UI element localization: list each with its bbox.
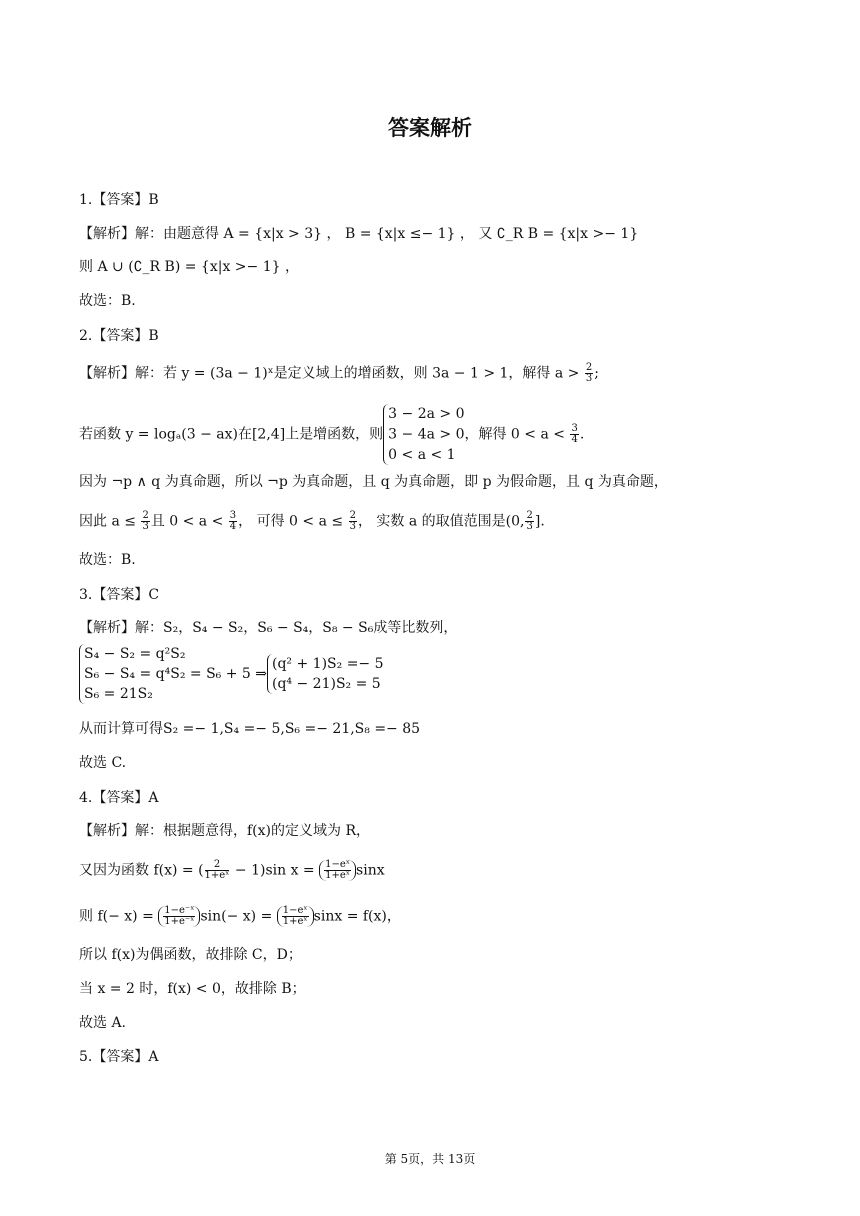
analysis-2-line-1-text: 【解析】解：若 y = (3a − 1)ˣ是定义域上的增函数，则 3a − 1 > 1，解得 a > — [79, 365, 580, 382]
answer-1: 1.【答案】B — [79, 192, 159, 208]
analysis-1-line-1: 【解析】解：由题意得 A = {x|x > 3} ， B = {x|x ≤− 1} ， 又 ∁_R B = {x|x >− 1} — [79, 226, 639, 242]
frac-den: 3 — [349, 521, 356, 532]
analysis-3-line-2: 从而计算可得S₂ =− 1,S₄ =− 5,S₆ =− 21,S₈ =− 85 — [79, 721, 421, 737]
analysis-2-line-1-end: ; — [594, 365, 599, 382]
system-row-3: 0 < a < 1 — [388, 447, 456, 463]
analysis-4-line-2 — [79, 860, 385, 881]
system-row-2: 3 − 4a > 0，解得 0 < a < $\frac{3}{4}$ . — [388, 423, 585, 445]
answer-2: 2.【答案】B — [79, 328, 159, 344]
frac-num: 1−e⁻ˣ — [164, 905, 195, 916]
page-title: 答案解析 — [388, 116, 472, 140]
frac-den: 4 — [229, 521, 237, 532]
analysis-4-line-1: 【解析】解：根据题意得，f(x)的定义域为 R， — [79, 823, 370, 839]
system-row-1: (q² + 1)S₂ =− 5 — [272, 656, 384, 672]
equation-system-right — [267, 654, 384, 694]
analysis-1-line-3: 故选：B. — [79, 293, 136, 309]
page-footer: 第 5页，共 13页 — [384, 1152, 476, 1166]
analysis-2-line-1 — [79, 363, 599, 384]
inequality-system — [383, 404, 584, 465]
analysis-2-line-4-a: 因此 a ≤ — [79, 513, 136, 530]
frac-num: 2 — [585, 362, 593, 373]
fraction-1-minus-ex — [324, 860, 351, 881]
frac-den: 4 — [571, 434, 578, 445]
analysis-2-line-3: 因为 ¬p ∧ q 为真命题，所以 ¬p 为真命题，且 q 为真命题，即 p 为假命题，且 q 为真命题， — [79, 474, 668, 490]
answer-4: 4.【答案】A — [79, 790, 159, 806]
analysis-3-line-3: 故选 C. — [79, 755, 127, 771]
system-row-2-text: 3 − 4a > 0，解得 0 < a < — [388, 426, 566, 443]
analysis-2-line-2 — [79, 404, 584, 465]
parenthesized-fraction — [319, 860, 356, 881]
analysis-4-line-5: 当 x = 2 时，f(x) < 0，故排除 B； — [79, 981, 306, 997]
frac-num: 3 — [571, 423, 578, 434]
frac-den: 1+e⁻ˣ — [164, 916, 195, 927]
system-row-3: S₆ = 21S₂ — [84, 686, 153, 702]
analysis-4-line-2-b: − 1)sin x = — [234, 862, 315, 879]
frac-den: 1+eˣ — [204, 870, 230, 881]
analysis-2-line-5: 故选：B. — [79, 552, 136, 568]
analysis-4-line-6: 故选 A. — [79, 1015, 127, 1031]
frac-den: 3 — [526, 521, 533, 532]
analysis-3-line-1: 【解析】解：S₂，S₄ − S₂，S₆ − S₄，S₈ − S₆成等比数列， — [79, 620, 458, 636]
fraction-two-thirds — [585, 363, 593, 384]
frac-num: 1−eˣ — [325, 859, 351, 870]
frac-den: 1+eˣ — [325, 870, 351, 881]
analysis-3-system — [79, 644, 384, 704]
analysis-4-line-3-c: sinx = f(x)， — [313, 908, 401, 925]
analysis-4-line-2-c: sinx — [356, 862, 385, 879]
analysis-4-line-3-a: 则 f(− x) = — [79, 908, 154, 925]
answer-5: 5.【答案】A — [79, 1049, 159, 1065]
system-row-1: 3 − 2a > 0 — [388, 406, 465, 422]
analysis-2-line-4-b: 且 0 < a < — [150, 513, 224, 530]
analysis-4-line-4: 所以 f(x)为偶函数，故排除 C，D； — [79, 947, 302, 963]
frac-num: 1−eˣ — [282, 905, 308, 916]
fraction-1-minus-enx — [163, 906, 195, 927]
analysis-4-line-2-a: 又因为函数 f(x) = ( — [79, 862, 204, 879]
frac-den: 3 — [585, 373, 593, 384]
frac-den: 3 — [142, 521, 149, 532]
frac-den: 1+eˣ — [282, 916, 308, 927]
analysis-2-line-2-text: 若函数 y = logₐ(3 − ax)在[2,4]上是增函数，则 — [79, 426, 384, 443]
fraction-two-thirds — [141, 511, 149, 532]
system-row-1: S₄ − S₂ = q²S₂ — [84, 646, 186, 662]
frac-num: 3 — [229, 510, 237, 521]
fraction-three-quarters — [570, 424, 578, 445]
parenthesized-fraction — [277, 906, 314, 927]
system-row-2: S₆ − S₄ = q⁴S₂ = S₆ + 5 ⇒ — [84, 666, 267, 682]
fraction-two-thirds — [525, 511, 533, 532]
parenthesized-fraction — [158, 906, 200, 927]
analysis-1-line-2: 则 A ∪ (∁_R B) = {x|x >− 1} ， — [79, 259, 299, 275]
frac-num: 2 — [205, 860, 230, 871]
fraction-three-quarters — [229, 511, 237, 532]
analysis-2-line-4-d: ， 实数 a 的取值范围是(0, — [357, 513, 525, 530]
analysis-2-line-4-c: ， 可得 0 < a ≤ — [238, 513, 344, 530]
frac-num: 2 — [349, 510, 356, 521]
analysis-4-line-3-b: sin(− x) = — [200, 908, 273, 925]
answer-3: 3.【答案】C — [79, 587, 160, 603]
analysis-2-line-4 — [79, 511, 545, 532]
system-row-2: (q⁴ − 21)S₂ = 5 — [272, 676, 381, 692]
fraction-two-over-1-plus-ex — [205, 860, 230, 881]
fraction-1-minus-ex — [282, 906, 309, 927]
frac-num: 2 — [142, 510, 149, 521]
equation-system-left — [79, 644, 267, 704]
fraction-two-thirds — [349, 511, 357, 532]
analysis-4-line-3 — [79, 906, 401, 927]
frac-num: 2 — [526, 510, 533, 521]
analysis-2-line-4-e: ]. — [534, 513, 545, 530]
